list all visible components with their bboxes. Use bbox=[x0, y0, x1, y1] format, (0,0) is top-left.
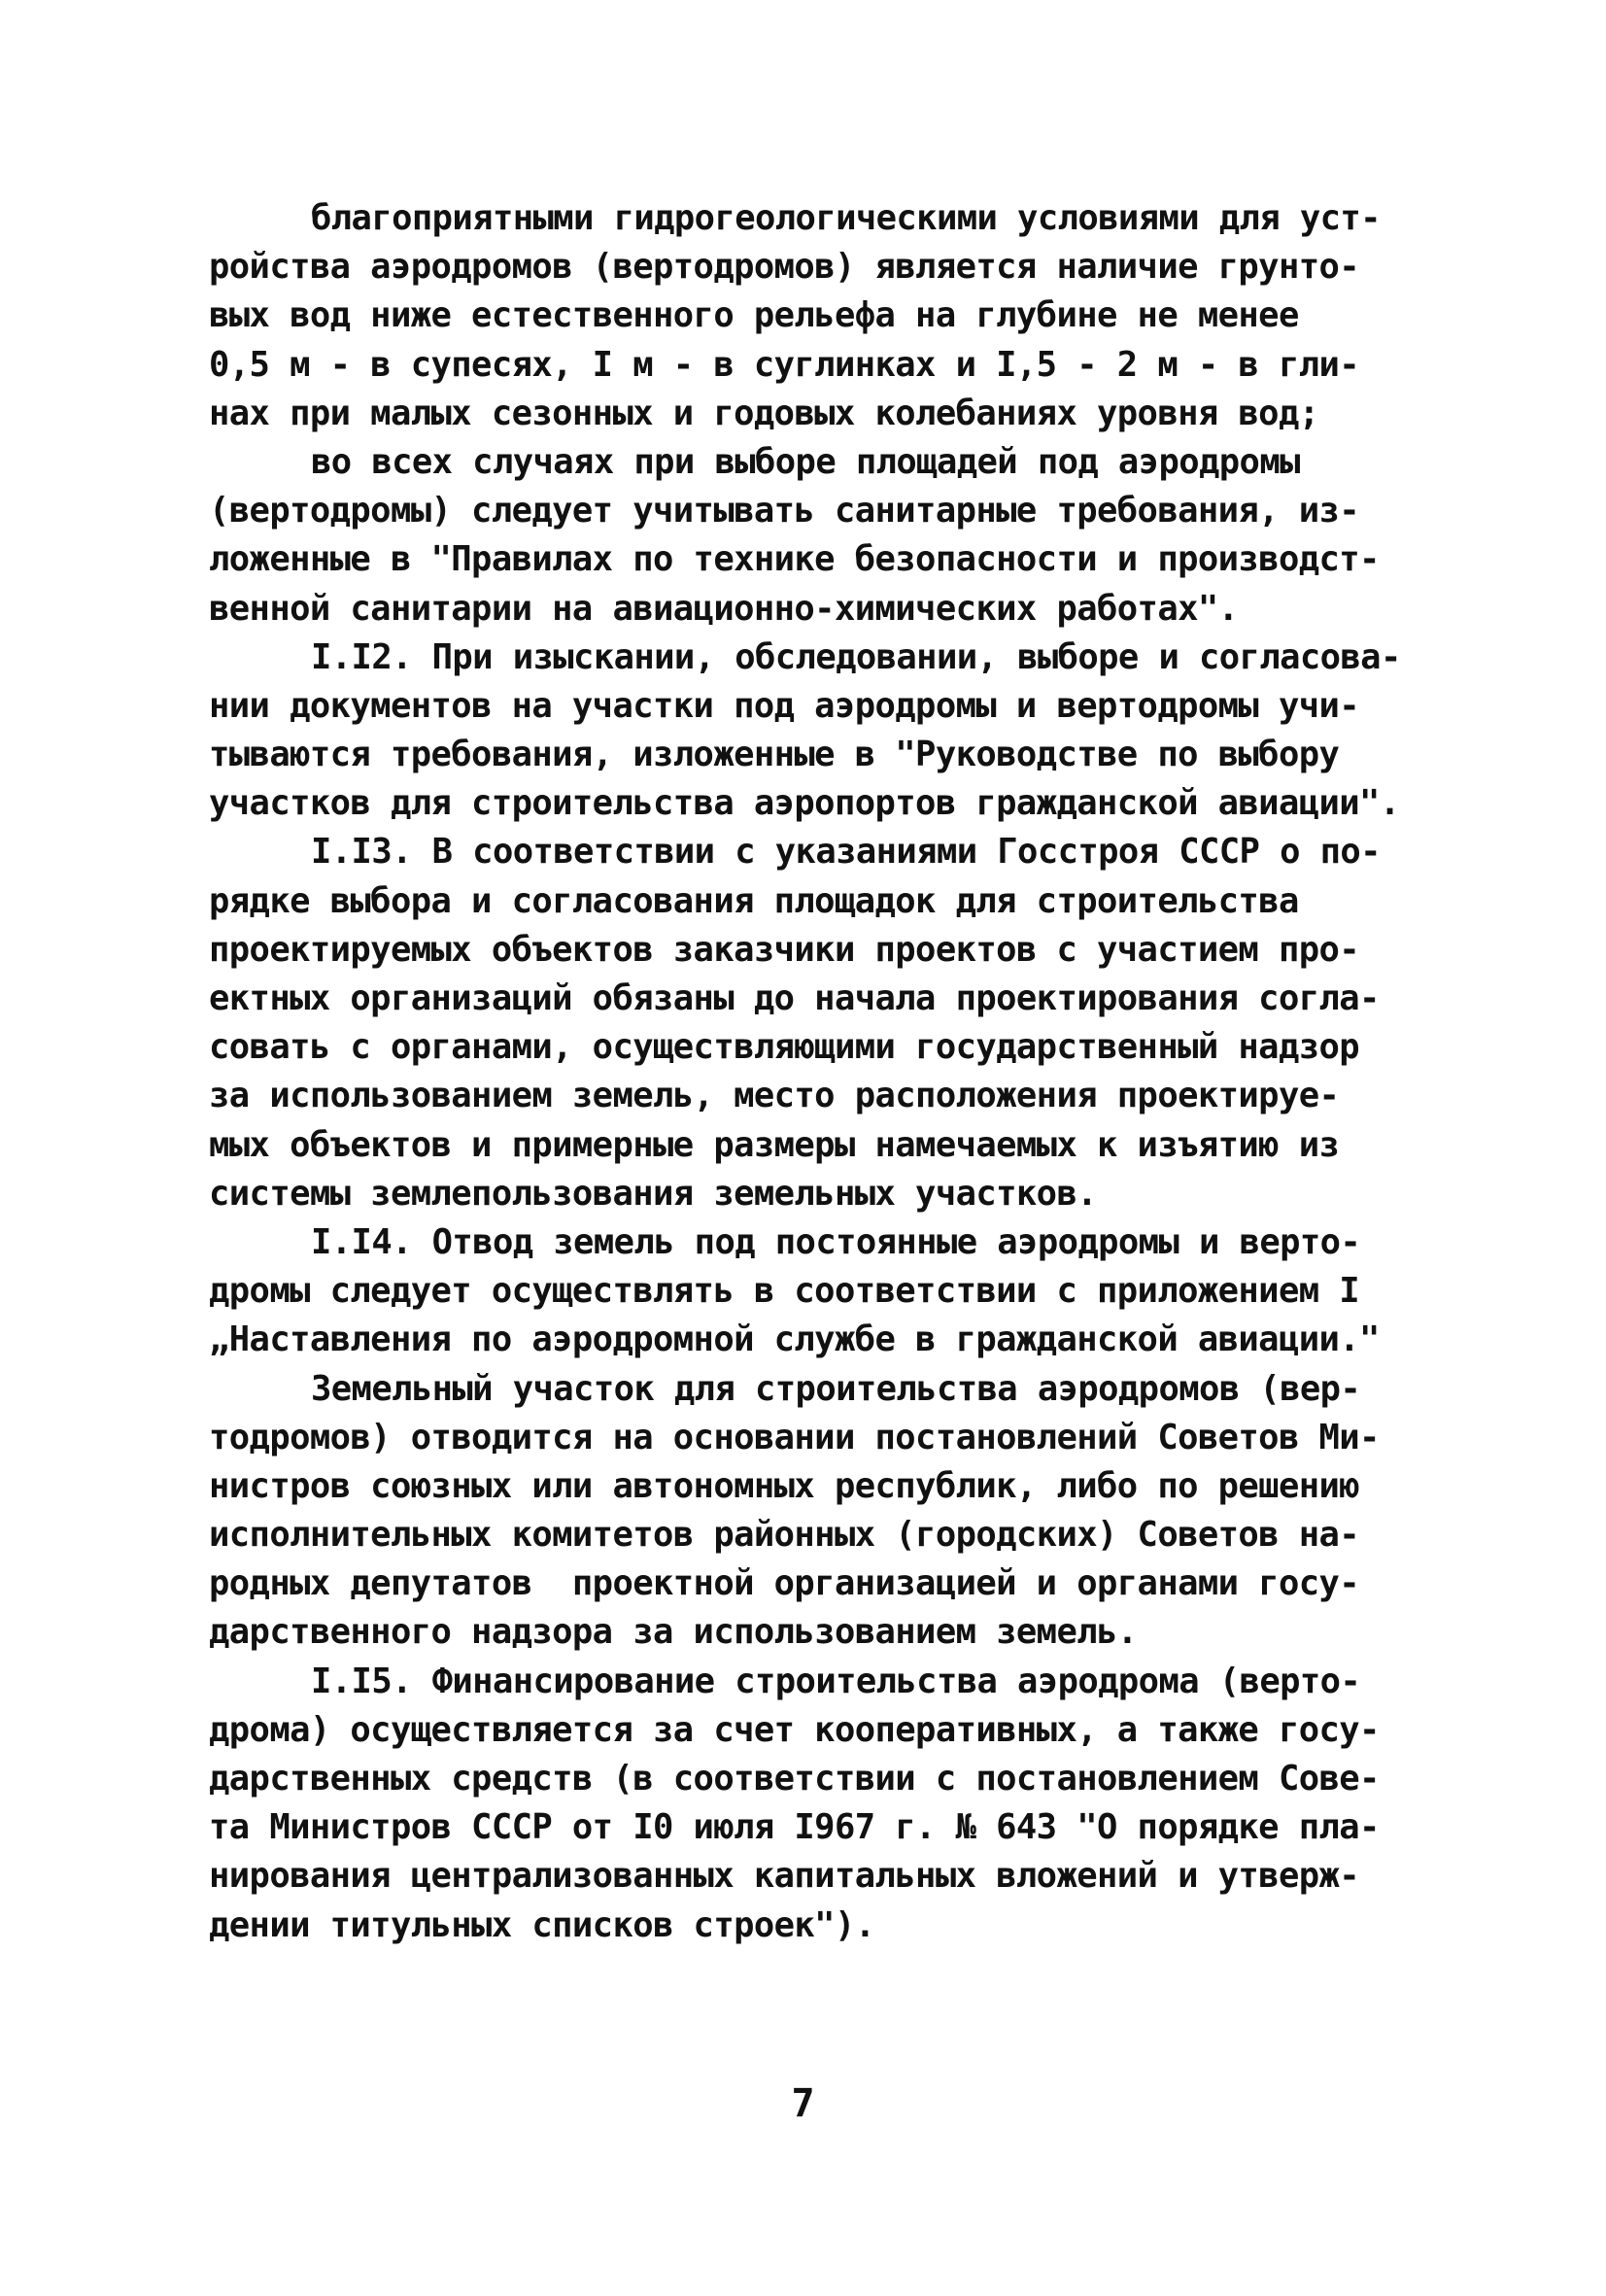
text-line: ектных организаций обязаны до начала проектирования согла- bbox=[209, 978, 1380, 1018]
text-line: „Наставления по аэродромной службе в гражданской авиации." bbox=[209, 1319, 1380, 1360]
text-line: I.I4. Отвод земель под постоянные аэродромы и верто- bbox=[311, 1221, 1361, 1262]
text-line: венной санитарии на авиационно-химических работах". bbox=[209, 588, 1239, 629]
text-line: I.I3. В соответствии с указаниями Госстроя СССР о по- bbox=[311, 832, 1381, 873]
text-line: нирования централизованных капитальных вложений и утверж- bbox=[209, 1856, 1360, 1897]
text-line: дрома) осуществляется за счет кооперативных, а также госу- bbox=[209, 1709, 1380, 1750]
text-line: Земельный участок для строительства аэродромов (вер- bbox=[311, 1368, 1361, 1409]
text-line: участков для строительства аэропортов гражданской авиации". bbox=[209, 783, 1400, 824]
page-number: 7 bbox=[791, 2081, 815, 2126]
text-line: та Министров СССР от I0 июля I967 г. № 643 "О порядке пла- bbox=[209, 1807, 1380, 1848]
text-line: дарственных средств (в соответствии с постановлением Сове- bbox=[209, 1759, 1380, 1799]
text-line: 0,5 м - в супесях, I м - в суглинках и I,5 - 2 м - в гли- bbox=[209, 344, 1360, 385]
body-text bbox=[209, 194, 1433, 1950]
text-line: нии документов на участки под аэродромы и вертодромы учи- bbox=[209, 685, 1360, 726]
text-line: дении титульных списков строек"). bbox=[209, 1904, 875, 1945]
text-line: (вертодромы) следует учитывать санитарные требования, из- bbox=[209, 491, 1360, 531]
text-line: за использованием земель, место расположения проектируе- bbox=[209, 1076, 1340, 1116]
text-line: системы землепользования земельных участков. bbox=[209, 1173, 1098, 1214]
text-line: родных депутатов проектной организацией и органами госу- bbox=[209, 1563, 1360, 1604]
text-line: дромы следует осуществлять в соответствии с приложением I bbox=[209, 1271, 1360, 1312]
text-line: ложенные в "Правилах по технике безопасности и производст- bbox=[209, 539, 1380, 580]
text-line: во всех случаях при выборе площадей под аэродромы bbox=[311, 441, 1300, 482]
text-line: мых объектов и примерные размеры намечаемых к изъятию из bbox=[209, 1124, 1340, 1165]
text-line: тодромов) отводится на основании постановлений Советов Ми- bbox=[209, 1417, 1380, 1457]
text-line: I.I2. При изыскании, обследовании, выборе и согласова- bbox=[311, 636, 1401, 677]
text-line: проектируемых объектов заказчики проектов с участием про- bbox=[209, 929, 1360, 970]
text-line: рядке выбора и согласования площадок для строительства bbox=[209, 880, 1299, 921]
text-line: нах при малых сезонных и годовых колебаниях уровня вод; bbox=[209, 393, 1319, 433]
text-line: ройства аэродромов (вертодромов) является наличие грунто- bbox=[209, 247, 1360, 288]
text-line: I.I5. Финансирование строительства аэродрома (верто- bbox=[311, 1661, 1361, 1701]
text-line: совать с органами, осуществляющими государственный надзор bbox=[209, 1027, 1360, 1068]
text-line: благоприятными гидрогеологическими условиями для уст- bbox=[311, 198, 1381, 238]
text-line: нистров союзных или автономных республик, либо по решению bbox=[209, 1465, 1360, 1506]
text-line: дарственного надзора за использованием земель. bbox=[209, 1612, 1138, 1653]
text-line: исполнительных комитетов районных (городских) Советов на- bbox=[209, 1515, 1360, 1556]
text-line: вых вод ниже естественного рельефа на глубине не менее bbox=[209, 295, 1299, 336]
text-line: тываются требования, изложенные в "Руководстве по выбору bbox=[209, 735, 1340, 775]
